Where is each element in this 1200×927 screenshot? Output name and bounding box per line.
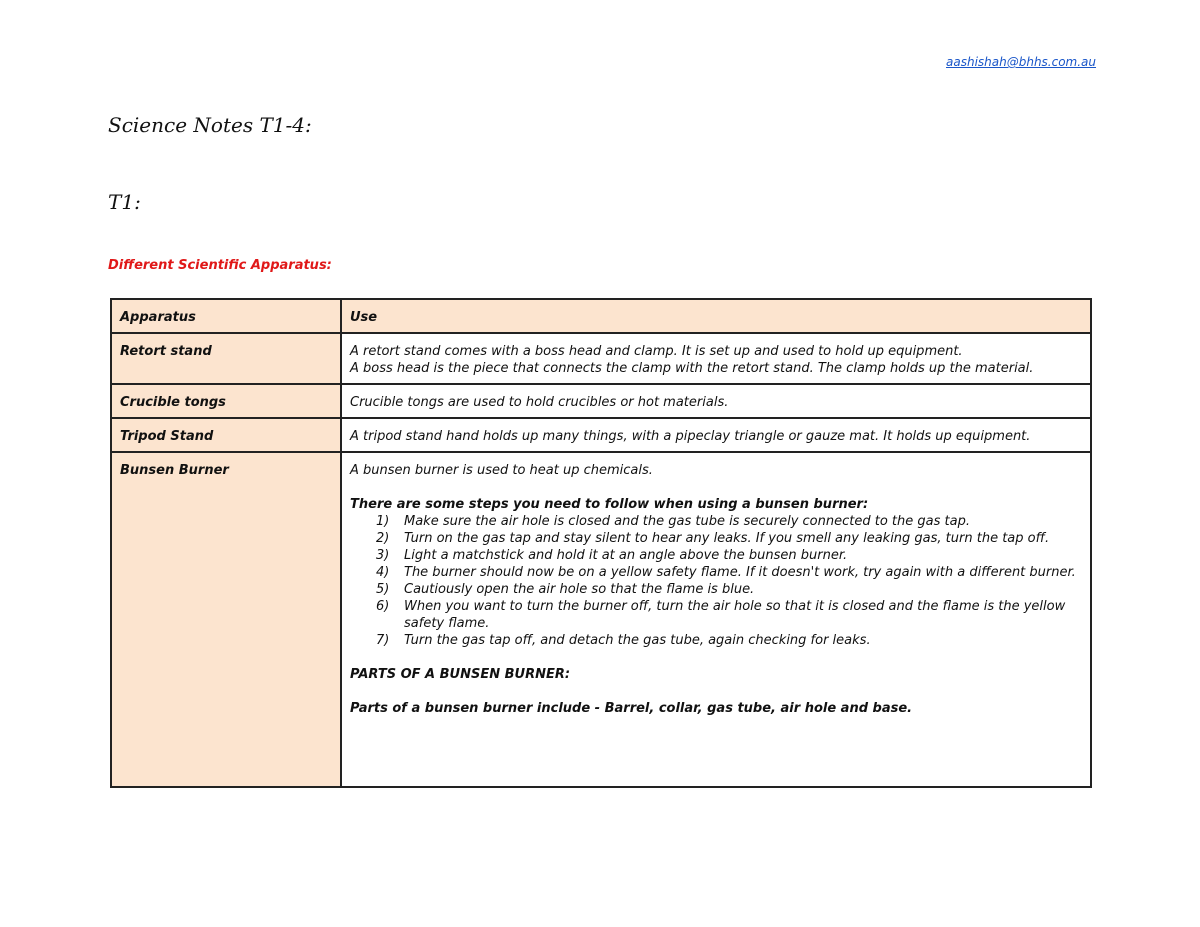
table-header-row	[111, 299, 1091, 333]
apparatus-name: Crucible tongs	[111, 384, 341, 418]
header-use: Use	[341, 299, 1091, 333]
use-line: Crucible tongs are used to hold crucibles or hot materials.	[350, 395, 729, 410]
apparatus-name: Retort stand	[111, 333, 341, 384]
use-line: A retort stand comes with a boss head and clamp. It is set up and used to hold up equipment.	[350, 344, 963, 359]
topic-subtitle: T1:	[108, 190, 141, 214]
apparatus-use	[341, 333, 1091, 384]
table-row	[111, 418, 1091, 452]
apparatus-use	[341, 384, 1091, 418]
section-heading: Different Scientific Apparatus:	[108, 258, 332, 273]
apparatus-name: Bunsen Burner	[111, 452, 341, 787]
list-item: Turn the gas tap off, and detach the gas tube, again checking for leaks.	[404, 633, 871, 648]
apparatus-use	[341, 452, 1091, 787]
use-line: A boss head is the piece that connects the clamp with the retort stand. The clamp holds up the material.	[350, 361, 1034, 376]
header-apparatus: Apparatus	[111, 299, 341, 333]
parts-heading: PARTS OF A BUNSEN BURNER:	[350, 667, 571, 682]
list-item: Cautiously open the air hole so that the flame is blue.	[404, 582, 755, 597]
list-item: Turn on the gas tap and stay silent to hear any leaks. If you smell any leaking gas, turn the tap off.	[404, 531, 1050, 546]
list-item: When you want to turn the burner off, turn the air hole so that it is closed and the flame is the yellow safety flame.	[404, 599, 1066, 631]
author-email-link[interactable]: aashishah@bhhs.com.au	[946, 55, 1097, 69]
bunsen-intro: A bunsen burner is used to heat up chemicals.	[350, 463, 653, 478]
steps-heading: There are some steps you need to follow when using a bunsen burner:	[350, 497, 869, 512]
list-item: The burner should now be on a yellow safety flame. If it doesn't work, try again with a different burner.	[404, 565, 1076, 580]
apparatus-use	[341, 418, 1091, 452]
use-line: A tripod stand hand holds up many things, with a pipeclay triangle or gauze mat. It holds up equipment.	[350, 429, 1031, 444]
parts-text: Parts of a bunsen burner include - Barrel, collar, gas tube, air hole and base.	[350, 701, 913, 716]
table-row	[111, 333, 1091, 384]
table-row	[111, 384, 1091, 418]
apparatus-name: Tripod Stand	[111, 418, 341, 452]
page-title: Science Notes T1-4:	[108, 113, 312, 137]
steps-list	[350, 513, 1082, 649]
list-item: Light a matchstick and hold it at an angle above the bunsen burner.	[404, 548, 848, 563]
apparatus-table	[110, 298, 1092, 788]
table-row	[111, 452, 1091, 787]
list-item: Make sure the air hole is closed and the gas tube is securely connected to the gas tap.	[404, 514, 970, 529]
